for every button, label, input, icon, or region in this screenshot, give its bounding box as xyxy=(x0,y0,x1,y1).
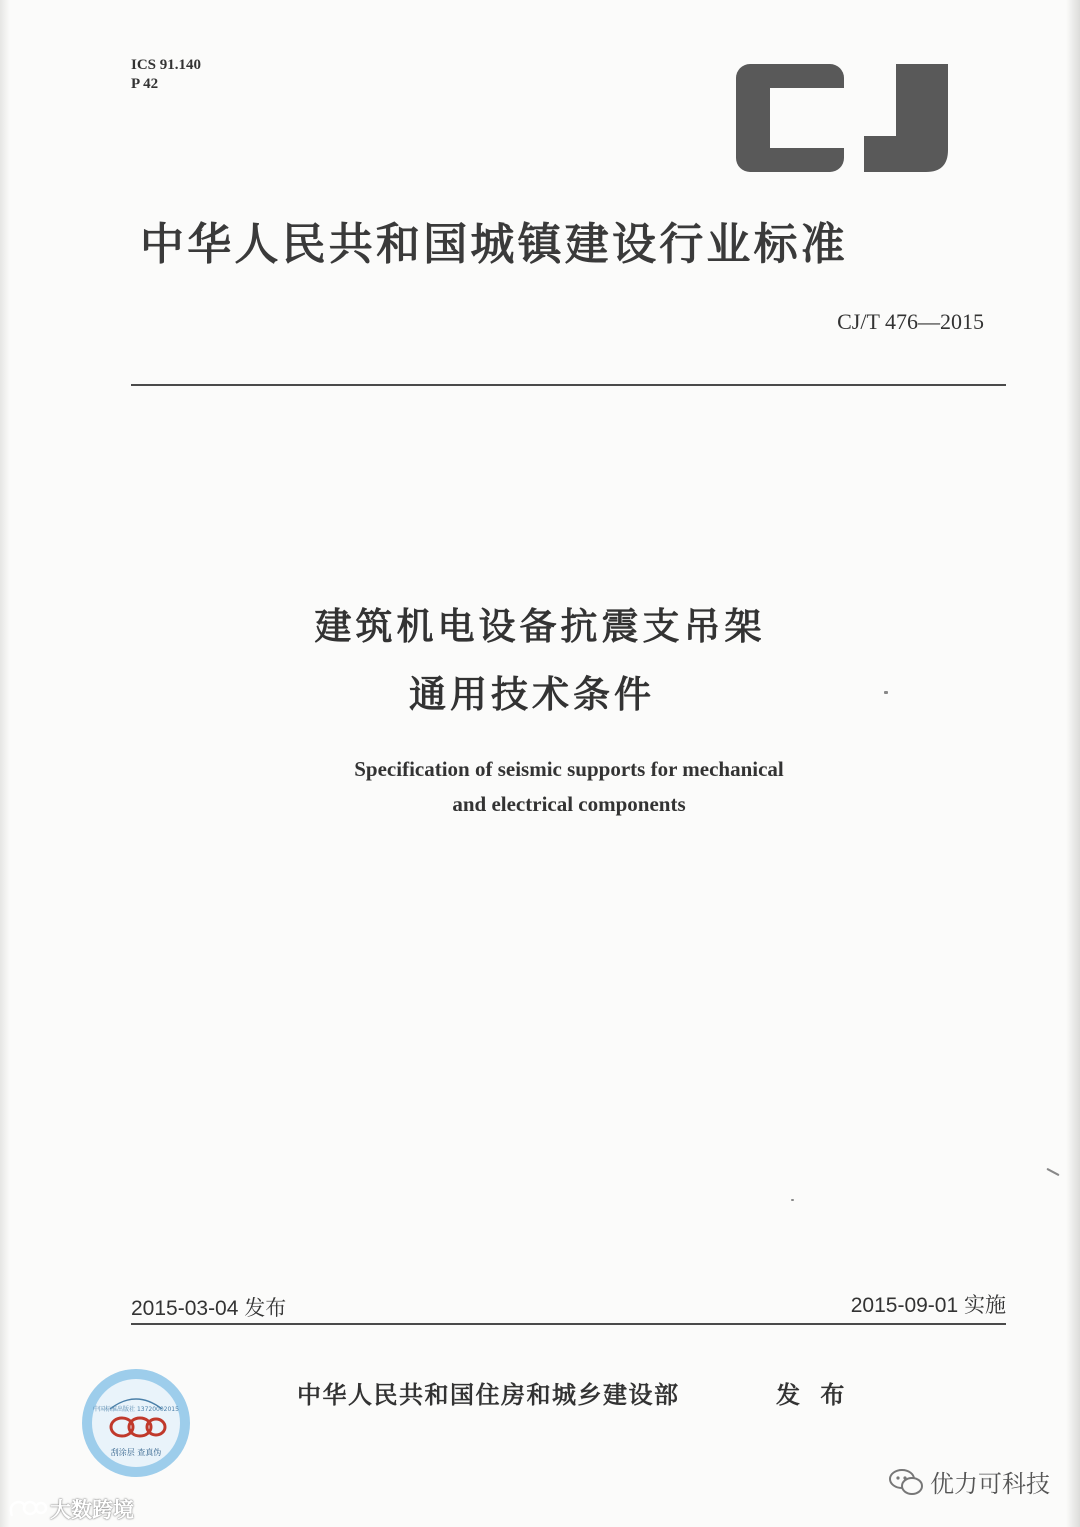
divider-top xyxy=(131,384,1006,386)
p-code: P 42 xyxy=(131,76,159,92)
implementation-date: 2015-09-01 实施 xyxy=(850,1294,1006,1317)
issue-date: 2015-03-04 发布 xyxy=(131,1297,287,1320)
chinese-title-line1: 建筑机电设备抗震支吊架 xyxy=(314,605,766,648)
anti-counterfeit-seal xyxy=(80,1367,192,1479)
divider-bottom xyxy=(131,1323,1006,1325)
scan-speck xyxy=(791,1199,794,1201)
english-title-line2: and electrical components xyxy=(452,792,686,816)
cj-logo xyxy=(736,64,948,172)
watermark-left xyxy=(6,1494,134,1524)
publisher-name: 中华人民共和国住房和城乡建设部 xyxy=(297,1381,680,1409)
loop-logo-icon xyxy=(6,1496,48,1522)
seal-text: 中国标准出版社 13720002015 xyxy=(93,1406,179,1413)
ics-code: ICS 91.140 xyxy=(131,57,202,73)
watermark-right-text: 优力可科技 xyxy=(930,1470,1050,1498)
classification-codes xyxy=(131,56,201,94)
publish-label: 发 布 xyxy=(776,1381,851,1409)
scan-speck xyxy=(1046,1168,1059,1176)
watermark-left-text: 大数跨境 xyxy=(50,1498,134,1522)
watermark-right xyxy=(888,1464,1050,1499)
standard-number: CJ/T 476—2015 xyxy=(837,309,984,334)
scan-speck xyxy=(884,691,888,694)
seal-scratch-label: 刮涂层 查真伪 xyxy=(110,1448,162,1457)
chat-bubbles-icon xyxy=(888,1467,924,1497)
chinese-title-line2: 通用技术条件 xyxy=(409,673,655,716)
industry-standard-title: 中华人民共和国城镇建设行业标准 xyxy=(140,219,848,270)
english-title-line1: Specification of seismic supports for mechanical xyxy=(354,757,784,781)
